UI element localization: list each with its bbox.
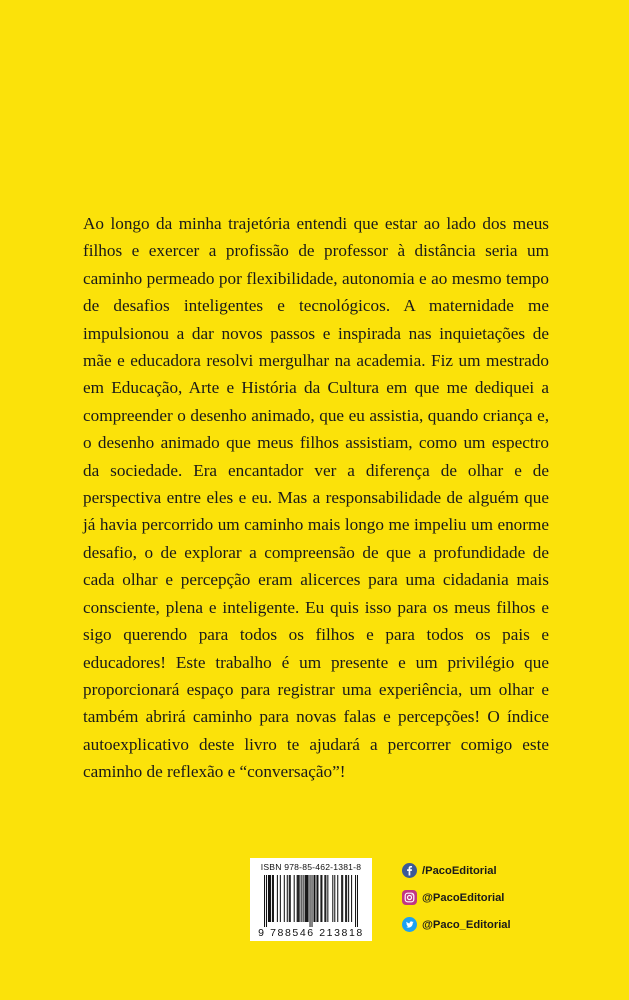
barcode-bar — [294, 875, 295, 922]
barcode-bar — [284, 875, 285, 922]
barcode-bar — [303, 875, 304, 922]
barcode-bar — [277, 875, 278, 922]
instagram-handle: @PacoEditorial — [422, 891, 505, 904]
social-item-instagram[interactable] — [402, 889, 562, 906]
barcode-bar — [357, 875, 358, 927]
barcode-bar — [314, 875, 315, 922]
barcode-bar — [305, 875, 306, 922]
barcode-bar — [287, 875, 288, 922]
barcode-bar — [345, 875, 346, 922]
twitter-icon — [402, 917, 417, 932]
barcode-bar — [325, 875, 326, 922]
barcode-bar — [266, 875, 267, 927]
barcode-bar — [324, 875, 325, 922]
barcode-bar — [334, 875, 335, 922]
facebook-handle: /PacoEditorial — [422, 864, 497, 877]
barcode-bar — [341, 875, 342, 922]
barcode-bar — [342, 875, 343, 922]
isbn-barcode — [250, 858, 372, 941]
barcode-bar — [327, 875, 328, 922]
barcode-bar — [348, 875, 349, 922]
barcode-bar — [289, 875, 290, 922]
barcode-bar — [298, 875, 299, 922]
barcode-bar — [269, 875, 270, 922]
barcode-bar — [299, 875, 300, 922]
barcode-bar — [313, 875, 314, 922]
barcode-bar — [306, 875, 307, 922]
barcode-bar — [264, 875, 265, 927]
barcode-bar — [337, 875, 338, 922]
barcode-bar — [273, 875, 274, 922]
isbn-label: ISBN 978-85-462-1381-8 — [260, 862, 362, 872]
facebook-icon — [402, 863, 417, 878]
barcode-bars — [264, 875, 358, 927]
barcode-bar — [346, 875, 347, 922]
barcode-bar — [320, 875, 321, 922]
barcode-bar — [297, 875, 298, 922]
barcode-bar — [321, 875, 322, 922]
barcode-bar — [268, 875, 269, 922]
barcode-bar — [351, 875, 352, 922]
barcode-bar — [308, 875, 309, 922]
barcode-bar — [317, 875, 318, 922]
twitter-handle: @Paco_Editorial — [422, 918, 511, 931]
back-cover-blurb — [83, 210, 549, 786]
barcode-bar — [355, 875, 356, 927]
barcode-bar — [307, 875, 308, 922]
barcode-bar — [280, 875, 281, 922]
blurb-paragraph: Ao longo da minha trajetória entendi que estar ao lado dos meus filhos e exercer a profissão de professor à distância seria um caminho permeado por flexibilidade, autonomia e ao mesmo tempo de desafios inteligentes e tecnológicos. A maternidade me impulsionou a dar novos passos e inspirada nas inquietações de mãe e educadora resolvi mergulhar na academia. Fiz um mestrado em Educação, Arte e História da Cultura em que me dediquei a compreender o desenho animado, que eu assistia, quando criança e, o desenho animado que meus filhos assistiam, como um espectro da sociedade. Era encantador ver a diferença de olhar e de perspectiva entre eles e eu. Mas a responsabilidade de alguém que já havia percorrido um caminho mais longo me impeliu um enorme desafio, o de explorar a compreensão de que a profundidade de cada olhar e percepção eram alicerces para uma cidadania mais consciente, plena e inteligente. Eu quis isso para os meus filhos e sigo querendo para todos os filhos e para todos os pais e educadores! Este trabalho é um presente e um privilégio que proporcionará espaço para registrar uma experiência, um olhar e também abrirá caminho para novas falas e percepções! O índice autoexplicativo deste livro te ajudará a percorrer comigo este caminho de reflexão e “conversação”! — [83, 214, 549, 782]
barcode-bar — [301, 875, 302, 922]
barcode-bar — [332, 875, 333, 922]
social-item-twitter[interactable] — [402, 916, 562, 933]
instagram-icon — [402, 890, 417, 905]
barcode-digits: 9 788546 213818 — [258, 927, 364, 939]
social-item-facebook[interactable] — [402, 862, 562, 879]
barcode-bar — [290, 875, 291, 922]
barcode-bar — [316, 875, 317, 922]
barcode-bar — [310, 875, 311, 927]
barcode-bar — [311, 875, 312, 927]
barcode-bar — [270, 875, 271, 922]
barcode-bar — [272, 875, 273, 922]
social-links — [402, 862, 562, 943]
